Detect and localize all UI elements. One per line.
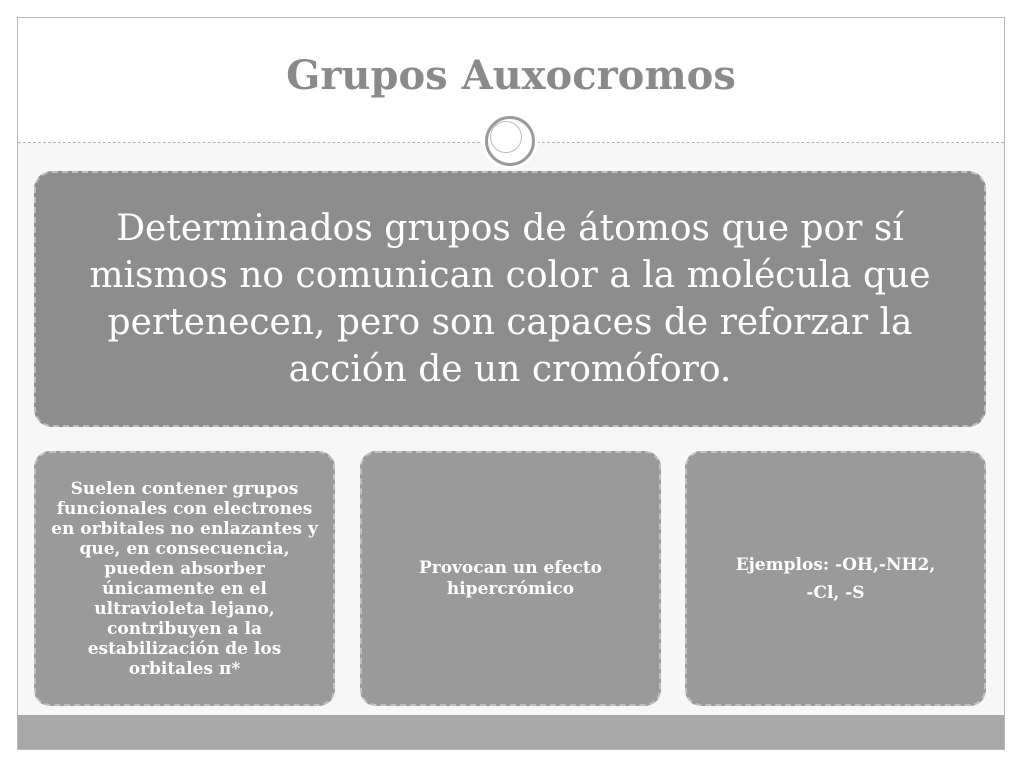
card-characteristics	[34, 451, 335, 706]
ornament-inner-ring	[490, 121, 522, 153]
card-examples-line-1: Ejemplos: -OH,-NH2,	[735, 554, 936, 575]
card-examples	[685, 451, 986, 706]
footer-bar	[18, 715, 1004, 749]
definition-box	[34, 171, 986, 427]
card-examples-content	[736, 551, 936, 607]
card-effect-text: Provocan un efecto hipercrómico	[418, 557, 603, 599]
double-circle-ornament-icon	[482, 113, 538, 169]
slide	[17, 17, 1005, 750]
slide-title: Grupos Auxocromos	[286, 52, 736, 99]
card-examples-line-2: -Cl, -S	[806, 582, 865, 603]
definition-text: Determinados grupos de átomos que por sí mismos no comunican color a la molécula que pertenecen, pero son capaces de reforzar la acción de un cromóforo.	[89, 208, 931, 390]
card-effect	[360, 451, 661, 706]
card-characteristics-text: Suelen contener grupos funcionales con electrones en orbitales no enlazantes y que, en consecuencia, pueden absorber únicamente en el ultravioleta lejano, contribuyen a la estabilización de los orbitales π*	[51, 478, 318, 679]
